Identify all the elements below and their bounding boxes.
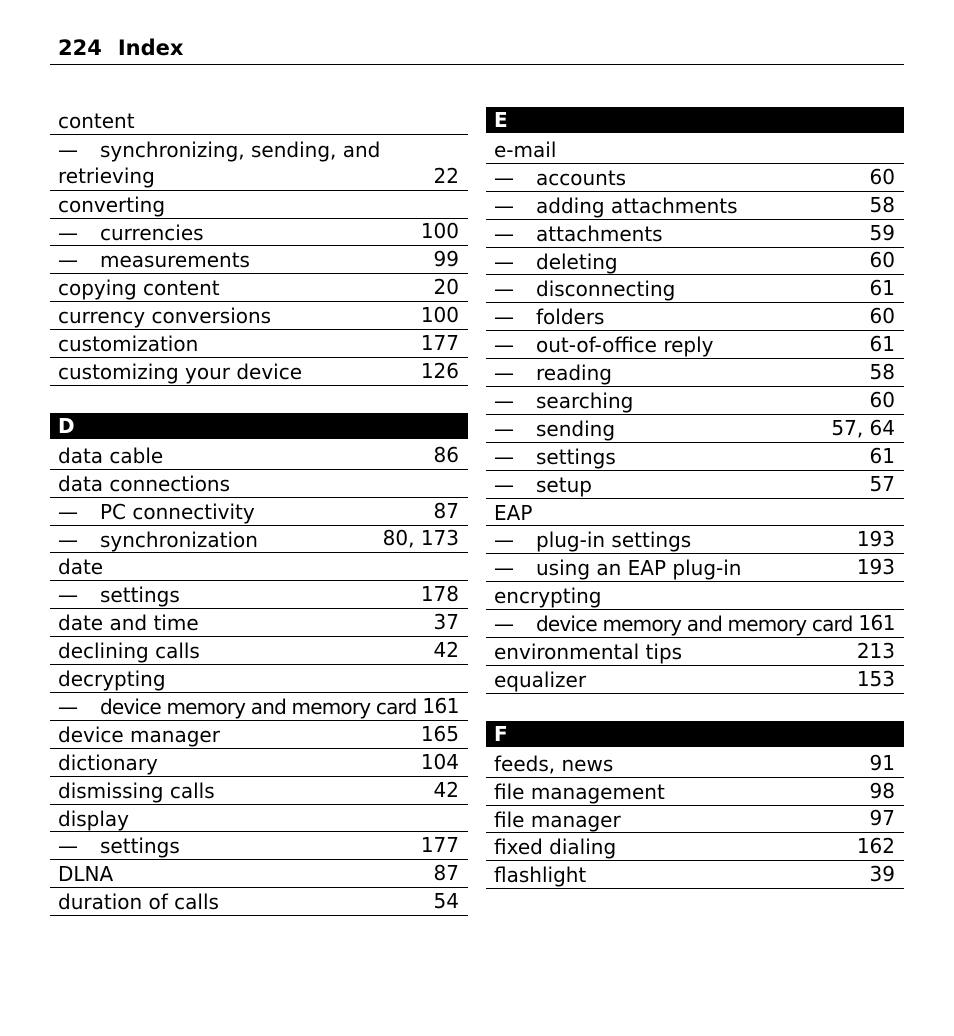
subentry-dash: — (58, 834, 78, 859)
index-entry (486, 778, 904, 806)
index-term: date and time (58, 611, 199, 636)
page-reference: 61 (869, 443, 895, 468)
subentry-dash: — (494, 416, 514, 441)
index-entry (50, 191, 468, 219)
index-entry (50, 470, 468, 498)
index-subentry (486, 610, 904, 638)
index-term: measurements (100, 248, 250, 273)
index-entry (486, 750, 904, 778)
index-term: fixed dialing (494, 835, 617, 860)
index-subentry (50, 581, 468, 609)
page-reference: 54 (433, 889, 459, 914)
index-list-e (486, 136, 904, 694)
index-entry (486, 638, 904, 666)
page-reference: 20 (433, 275, 459, 300)
index-term: deleting (536, 249, 618, 274)
index-subentry (50, 526, 468, 554)
subentry-dash: — (494, 389, 514, 414)
index-entry (50, 107, 468, 135)
subentry-dash: — (494, 193, 514, 218)
index-term: reading (536, 361, 612, 386)
index-term: settings (100, 834, 180, 859)
index-entry (50, 553, 468, 581)
index-term: duration of calls (58, 890, 219, 915)
index-term: currencies (100, 220, 204, 245)
index-term: adding attachments (536, 193, 738, 218)
page-reference: 87 (433, 861, 459, 886)
index-term: file manager (494, 807, 621, 832)
page-reference: 177 (420, 833, 459, 858)
index-entry (50, 721, 468, 749)
subentry-dash: — (494, 333, 514, 358)
index-term: settings (536, 444, 616, 469)
page-reference: 60 (869, 248, 895, 273)
page-reference: 104 (420, 749, 459, 774)
page-reference: 213 (856, 638, 895, 663)
index-term: device memory and memory card (536, 612, 853, 637)
page-reference: 86 (433, 442, 459, 467)
subentry-dash: — (494, 305, 514, 330)
page-reference: 60 (869, 387, 895, 412)
subentry-dash: — (494, 361, 514, 386)
index-column-right (486, 107, 904, 889)
page-reference: 91 (869, 750, 895, 775)
subentry-dash: — (494, 612, 514, 637)
subentry-dash: — (494, 444, 514, 469)
index-subentry (486, 554, 904, 582)
page-reference: 100 (420, 303, 459, 328)
index-subentry (50, 246, 468, 274)
page-title: Index (117, 36, 184, 60)
index-term: equalizer (494, 667, 587, 692)
index-entry (50, 860, 468, 888)
index-subentry (486, 471, 904, 499)
index-term: device memory and memory card (100, 694, 417, 719)
page-reference: 99 (433, 247, 459, 272)
index-entry (486, 136, 904, 164)
index-entry (50, 330, 468, 358)
index-term: dictionary (58, 750, 158, 775)
index-term: display (58, 806, 130, 831)
index-entry (50, 888, 468, 916)
page-reference: 97 (869, 806, 895, 831)
index-term: copying content (58, 276, 220, 301)
subentry-dash: — (494, 165, 514, 190)
subentry-dash: — (58, 694, 78, 719)
index-term: PC connectivity (100, 499, 255, 524)
page-reference: 126 (420, 358, 459, 383)
index-subentry (50, 498, 468, 526)
index-list-f (486, 750, 904, 889)
page-reference: 193 (856, 555, 895, 580)
index-entry (50, 442, 468, 470)
subentry-dash: — (494, 472, 514, 497)
page-reference: 42 (433, 777, 459, 802)
index-term: content (58, 109, 135, 133)
index-term: converting (58, 192, 166, 217)
index-term: out-of-office reply (536, 333, 714, 358)
page-reference: 60 (869, 304, 895, 329)
index-entry (50, 637, 468, 665)
index-subentry (486, 275, 904, 303)
index-subentry (486, 248, 904, 276)
index-term: e-mail (494, 138, 557, 162)
index-term: sending (536, 416, 616, 441)
page-reference: 161 (858, 611, 895, 636)
subentry-dash: — (58, 499, 78, 524)
subentry-dash: — (494, 556, 514, 581)
index-entry (50, 777, 468, 805)
index-entry (50, 302, 468, 330)
index-term: settings (100, 583, 180, 608)
page-reference: 58 (869, 192, 895, 217)
index-term: plug-in settings (536, 528, 692, 553)
page-reference: 193 (856, 527, 895, 552)
page-reference: 80, 173 (382, 526, 459, 551)
index-entry (486, 861, 904, 889)
index-term-continued: retrieving (58, 163, 155, 188)
index-term: environmental tips (494, 640, 683, 665)
index-subentry (486, 164, 904, 192)
page-reference: 153 (856, 666, 895, 691)
subentry-dash: — (494, 221, 514, 246)
index-entry (486, 499, 904, 527)
index-subentry (486, 526, 904, 554)
page-reference: 58 (869, 360, 895, 385)
page-reference: 61 (869, 276, 895, 301)
page-reference: 60 (869, 164, 895, 189)
section-letter-d: D (50, 413, 468, 439)
index-subentry (486, 303, 904, 331)
page-reference: 178 (420, 582, 459, 607)
subentry-dash: — (494, 528, 514, 553)
index-subentry (486, 359, 904, 387)
page-reference: 59 (869, 220, 895, 245)
index-entry (50, 749, 468, 777)
index-term: customization (58, 332, 199, 357)
index-term: data connections (58, 471, 231, 496)
index-term: folders (536, 305, 605, 330)
page-reference: 100 (420, 219, 459, 244)
index-subentry (50, 219, 468, 247)
page-header (50, 36, 904, 65)
index-entry (50, 274, 468, 302)
index-term: device manager (58, 722, 220, 747)
section-gap (486, 694, 904, 721)
index-term: declining calls (58, 639, 200, 664)
index-term: encrypting (494, 584, 602, 609)
index-entry (50, 358, 468, 386)
index-term: synchronizing, sending, and (100, 137, 381, 162)
subentry-dash: — (58, 137, 78, 162)
page-reference: 177 (420, 331, 459, 356)
index-subentry (486, 443, 904, 471)
index-subentry (486, 331, 904, 359)
index-subentry (486, 192, 904, 220)
index-entry (486, 666, 904, 694)
index-term: currency conversions (58, 304, 272, 329)
index-term: searching (536, 389, 634, 414)
index-entry (486, 582, 904, 610)
page-reference: 39 (869, 862, 895, 887)
index-entry (50, 609, 468, 637)
index-list-c (50, 107, 468, 386)
index-subentry (486, 220, 904, 248)
index-term: DLNA (58, 862, 114, 887)
subentry-dash: — (494, 249, 514, 274)
subentry-dash: — (58, 527, 78, 552)
page-reference: 22 (433, 163, 459, 188)
section-gap (50, 386, 468, 413)
index-entry (486, 806, 904, 834)
index-term: attachments (536, 221, 663, 246)
page-reference: 57 (869, 471, 895, 496)
index-term: accounts (536, 165, 627, 190)
index-term: dismissing calls (58, 778, 215, 803)
section-letter-e: E (486, 107, 904, 133)
page-reference: 165 (420, 721, 459, 746)
page-reference: 37 (433, 610, 459, 635)
index-entry (50, 665, 468, 693)
page-reference: 87 (433, 498, 459, 523)
page-number: 224 (58, 36, 102, 60)
index-subentry (50, 832, 468, 860)
index-term: data cable (58, 443, 164, 468)
subentry-dash: — (58, 583, 78, 608)
index-term: EAP (494, 500, 533, 525)
page-reference: 98 (869, 778, 895, 803)
index-term: synchronization (100, 527, 258, 552)
subentry-dash: — (58, 248, 78, 273)
subentry-dash: — (494, 277, 514, 302)
index-entry (486, 833, 904, 861)
page-reference: 61 (869, 332, 895, 357)
section-letter-f: F (486, 721, 904, 747)
index-term: using an EAP plug-in (536, 556, 742, 581)
page-reference: 161 (422, 693, 459, 718)
index-subentry (486, 415, 904, 443)
index-subentry (486, 387, 904, 415)
index-term: decrypting (58, 667, 166, 692)
index-term: setup (536, 472, 592, 497)
index-term: file management (494, 779, 665, 804)
index-list-d (50, 442, 468, 916)
page-reference: 42 (433, 638, 459, 663)
index-subentry (50, 135, 468, 191)
page-reference: 57, 64 (831, 415, 895, 440)
page-reference: 162 (856, 834, 895, 859)
index-term: customizing your device (58, 360, 303, 385)
index-column-left (50, 107, 468, 916)
index-term: date (58, 555, 104, 580)
index-subentry (50, 693, 468, 721)
index-entry (50, 805, 468, 833)
subentry-dash: — (58, 220, 78, 245)
index-term: disconnecting (536, 277, 676, 302)
index-term: feeds, news (494, 751, 614, 776)
index-term: flashlight (494, 863, 587, 888)
